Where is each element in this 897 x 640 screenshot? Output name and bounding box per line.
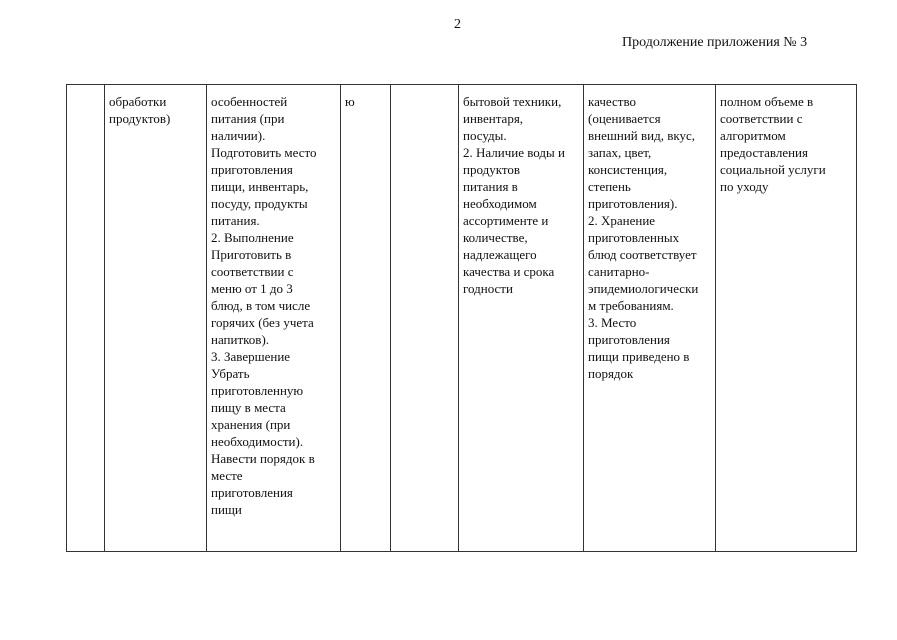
table-cell xyxy=(341,85,391,552)
cell-text-line: ассортименте и xyxy=(463,213,549,228)
cell-text-line: питания (при xyxy=(211,111,285,126)
cell-text-line: соответствии с xyxy=(211,264,294,279)
cell-text-line: приготовления xyxy=(211,485,293,500)
cell-text-line: приготовленных xyxy=(588,230,680,245)
table-cell xyxy=(105,85,207,552)
cell-text-line: надлежащего xyxy=(463,247,537,262)
cell-text-line: посуду, продукты xyxy=(211,196,308,211)
cell-text-line: предоставления xyxy=(720,145,808,160)
cell-text-line: (оценивается xyxy=(588,111,661,126)
cell-text-line: пищу в места xyxy=(211,400,286,415)
cell-text-line: качество xyxy=(588,94,637,109)
cell-text-line: степень xyxy=(588,179,631,194)
cell-text-line: приготовления xyxy=(211,162,293,177)
cell-text-line: питания. xyxy=(211,213,260,228)
cell-text-line: 3. Завершение xyxy=(211,349,291,364)
cell-text-line: необходимости). xyxy=(211,434,304,449)
cell-text-line: посуды. xyxy=(463,128,507,143)
cell-text-line: по уходу xyxy=(720,179,769,194)
cell-text-line: Убрать xyxy=(211,366,250,381)
table-cell xyxy=(391,85,459,552)
table-cell xyxy=(207,85,341,552)
cell-text-line: питания в xyxy=(463,179,518,194)
cell-text-line: запах, цвет, xyxy=(588,145,652,160)
cell-text-line: Приготовить в xyxy=(211,247,292,262)
cell-text-line: ю xyxy=(345,94,355,109)
cell-text-line: внешний вид, вкус, xyxy=(588,128,695,143)
cell-text-line: блюд соответствует xyxy=(588,247,697,262)
cell-text-line: годности xyxy=(463,281,513,296)
cell-text-line: меню от 1 до 3 xyxy=(211,281,293,296)
cell-text-line: пищи, инвентарь, xyxy=(211,179,309,194)
cell-text-line: месте xyxy=(211,468,243,483)
cell-text-line: горячих (без учета xyxy=(211,315,314,330)
cell-text-line: 2. Выполнение xyxy=(211,230,294,245)
cell-text-line: пищи xyxy=(211,502,242,517)
cell-text-line: 2. Наличие воды и xyxy=(463,145,565,160)
table-cell xyxy=(67,85,105,552)
cell-text-line: особенностей xyxy=(211,94,288,109)
appendix-continuation-header: Продолжение приложения № 3 xyxy=(622,35,808,50)
cell-text-line: порядок xyxy=(588,366,634,381)
cell-text-line: продуктов) xyxy=(109,111,171,126)
cell-text-line: приготовления xyxy=(588,332,670,347)
cell-text-line: хранения (при xyxy=(211,417,291,432)
cell-text-line: Подготовить место xyxy=(211,145,317,160)
cell-text-line: консистенция, xyxy=(588,162,668,177)
table-row xyxy=(67,85,857,552)
cell-text-line: соответствии с xyxy=(720,111,803,126)
cell-text-line: продуктов xyxy=(463,162,520,177)
cell-text-line: качества и срока xyxy=(463,264,555,279)
cell-text-line: приготовления). xyxy=(588,196,678,211)
cell-text-line: социальной услуги xyxy=(720,162,826,177)
page-number: 2 xyxy=(454,17,461,32)
cell-text-line: блюд, в том числе xyxy=(211,298,311,313)
cell-text-line: приготовленную xyxy=(211,383,304,398)
table-cell xyxy=(459,85,584,552)
cell-text-line: количестве, xyxy=(463,230,528,245)
table-cell xyxy=(716,85,857,552)
cell-text-line: наличии). xyxy=(211,128,266,143)
cell-text-line: напитков). xyxy=(211,332,270,347)
cell-text-line: эпидемиологически xyxy=(588,281,699,296)
cell-text-line: 3. Место xyxy=(588,315,637,330)
cell-text-line: инвентаря, xyxy=(463,111,524,126)
cell-text-line: пищи приведено в xyxy=(588,349,690,364)
cell-text-line: необходимом xyxy=(463,196,537,211)
cell-text-line: полном объеме в xyxy=(720,94,814,109)
cell-text-line: обработки xyxy=(109,94,167,109)
cell-text-line: бытовой техники, xyxy=(463,94,562,109)
cell-text-line: 2. Хранение xyxy=(588,213,656,228)
cell-text-line: санитарно- xyxy=(588,264,650,279)
cell-text-line: м требованиям. xyxy=(588,298,674,313)
document-table xyxy=(66,84,857,552)
table-cell xyxy=(584,85,716,552)
cell-text-line: алгоритмом xyxy=(720,128,786,143)
cell-text-line: Навести порядок в xyxy=(211,451,315,466)
